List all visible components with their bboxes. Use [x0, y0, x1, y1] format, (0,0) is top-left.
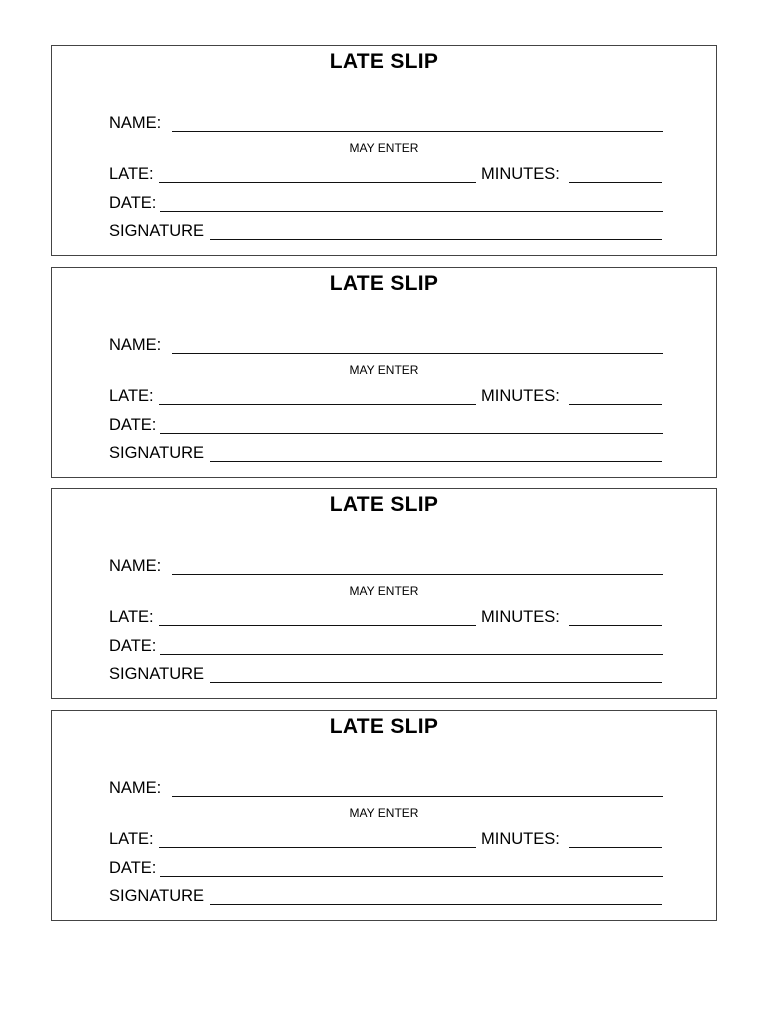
- date-field[interactable]: [160, 211, 663, 212]
- may-enter-label: MAY ENTER: [349, 806, 419, 820]
- date-field[interactable]: [160, 654, 663, 655]
- minutes-field[interactable]: [569, 847, 662, 848]
- minutes-label: MINUTES:: [481, 165, 560, 183]
- late-field[interactable]: [159, 182, 476, 183]
- late-label: LATE:: [109, 830, 154, 848]
- signature-label: SIGNATURE: [109, 665, 205, 683]
- name-label: NAME:: [109, 114, 162, 132]
- minutes-label: MINUTES:: [481, 830, 560, 848]
- minutes-field[interactable]: [569, 404, 662, 405]
- late-label: LATE:: [109, 608, 154, 626]
- date-label: DATE:: [109, 859, 157, 877]
- late-slip: [51, 710, 717, 921]
- name-field[interactable]: [172, 131, 663, 132]
- slip-title: LATE SLIP: [329, 715, 439, 738]
- date-field[interactable]: [160, 433, 663, 434]
- slip-title: LATE SLIP: [329, 50, 439, 73]
- name-field[interactable]: [172, 574, 663, 575]
- minutes-field[interactable]: [569, 625, 662, 626]
- minutes-label: MINUTES:: [481, 608, 560, 626]
- name-label: NAME:: [109, 779, 162, 797]
- late-slip: [51, 267, 717, 478]
- slip-title: LATE SLIP: [329, 272, 439, 295]
- signature-field[interactable]: [210, 461, 662, 462]
- date-label: DATE:: [109, 194, 157, 212]
- minutes-field[interactable]: [569, 182, 662, 183]
- late-label: LATE:: [109, 165, 154, 183]
- late-field[interactable]: [159, 847, 476, 848]
- signature-label: SIGNATURE: [109, 444, 205, 462]
- name-label: NAME:: [109, 336, 162, 354]
- date-field[interactable]: [160, 876, 663, 877]
- signature-label: SIGNATURE: [109, 222, 205, 240]
- signature-field[interactable]: [210, 682, 662, 683]
- may-enter-label: MAY ENTER: [349, 584, 419, 598]
- may-enter-label: MAY ENTER: [349, 141, 419, 155]
- late-field[interactable]: [159, 404, 476, 405]
- signature-label: SIGNATURE: [109, 887, 205, 905]
- signature-field[interactable]: [210, 239, 662, 240]
- late-slip: [51, 488, 717, 699]
- late-slip: [51, 45, 717, 256]
- late-field[interactable]: [159, 625, 476, 626]
- name-field[interactable]: [172, 796, 663, 797]
- slip-title: LATE SLIP: [329, 493, 439, 516]
- late-label: LATE:: [109, 387, 154, 405]
- minutes-label: MINUTES:: [481, 387, 560, 405]
- name-field[interactable]: [172, 353, 663, 354]
- signature-field[interactable]: [210, 904, 662, 905]
- date-label: DATE:: [109, 637, 157, 655]
- may-enter-label: MAY ENTER: [349, 363, 419, 377]
- name-label: NAME:: [109, 557, 162, 575]
- date-label: DATE:: [109, 416, 157, 434]
